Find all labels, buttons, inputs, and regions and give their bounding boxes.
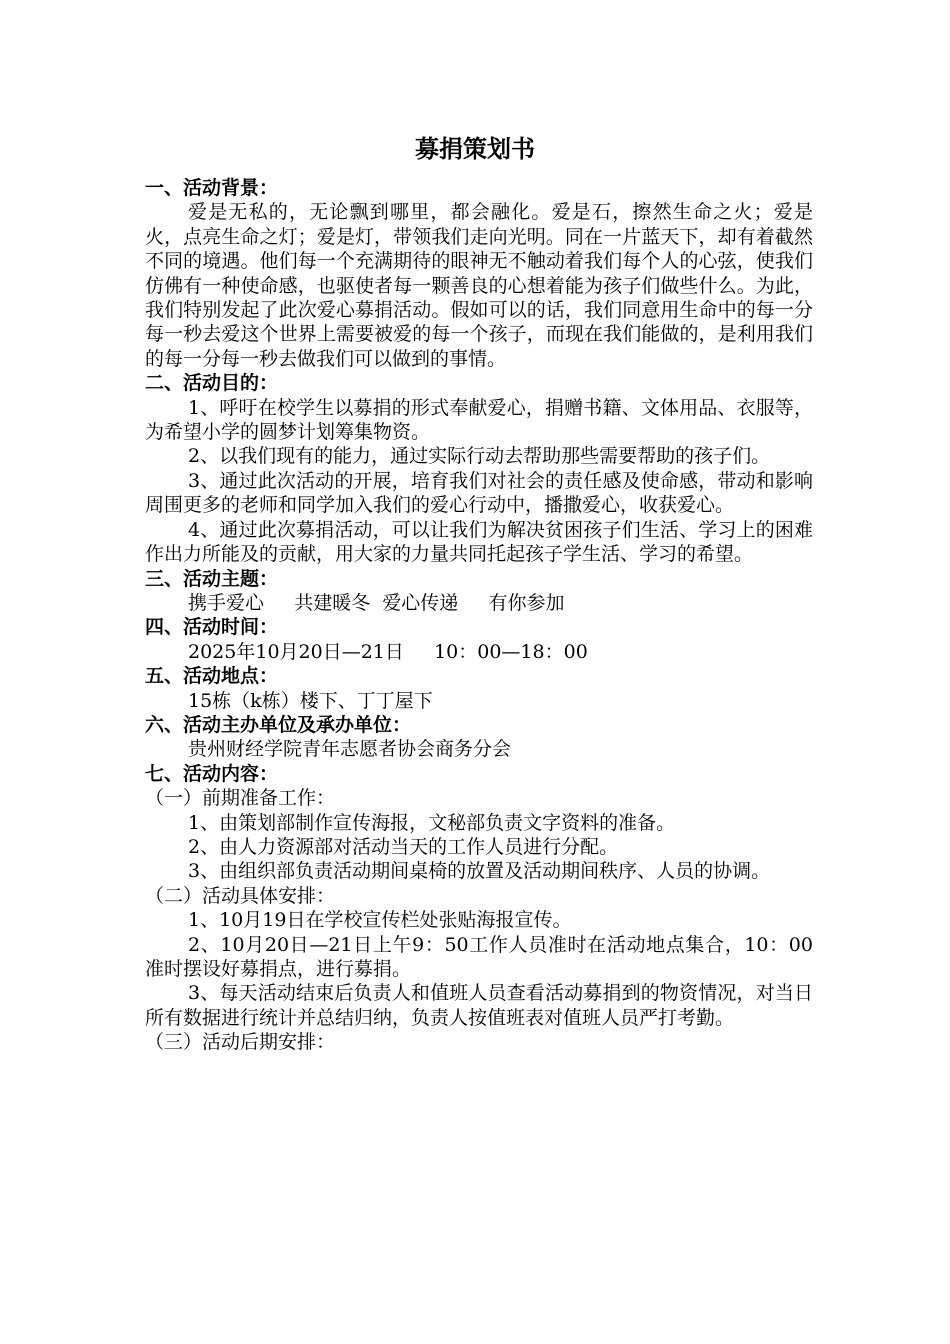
- location-text: 15栋（k栋）楼下、丁丁屋下: [188, 689, 433, 712]
- time-text: 2025年10月20日—21日 10：00—18：00: [188, 640, 588, 663]
- subsection-preparation: （一）前期准备工作：: [145, 787, 336, 810]
- theme-text: 携手爱心 共建暖冬 爱心传递 有你参加: [188, 591, 565, 614]
- section-heading-location: 五、活动地点：: [145, 665, 279, 688]
- section-heading-theme: 三、活动主题：: [145, 567, 279, 590]
- page-title: 募捐策划书: [415, 135, 535, 163]
- document-body: [145, 176, 813, 1055]
- organizer-text: 贵州财经学院青年志愿者协会商务分会: [188, 738, 512, 761]
- section-heading-content: 七、活动内容：: [145, 762, 279, 785]
- section-heading-purpose: 二、活动目的：: [145, 372, 279, 395]
- purpose-item: 1、呼吁在校学生以募捐的形式奉献爱心，捐赠书籍、文体用品、衣服等，为希望小学的圆梦计划筹集物资。: [145, 396, 813, 444]
- purpose-item: 2、以我们现有的能力，通过实际行动去帮助那些需要帮助的孩子们。: [188, 445, 771, 468]
- schedule-item: 1、10月19日在学校宣传栏处张贴海报宣传。: [188, 909, 572, 932]
- purpose-item: 3、通过此次活动的开展，培育我们对社会的责任感及使命感，带动和影响周围更多的老师和同学加入我们的爱心行动中，播撒爱心，收获爱心。: [145, 469, 813, 517]
- schedule-item: 3、每天活动结束后负责人和值班人员查看活动募捐到的物资情况，对当日所有数据进行统计并总结归纳，负责人按值班表对值班人员严打考勤。: [145, 982, 813, 1029]
- subsection-post-activity: （三）活动后期安排：: [145, 1031, 336, 1054]
- background-paragraph: 爱是无私的，无论飘到哪里，都会融化。爱是石，擦然生命之火；爱是火，点亮生命之灯；爱是灯，带领我们走向光明。同在一片蓝天下，却有着截然不同的境遇。他们每一个充满期待的眼神无不触动着我们每个人的心弦，使我们仿佛有一种使命感，也驱使者每一颗善良的心想着能为孩子们做些什么。为此，我们特别发起了此次爱心募捐活动。假如可以的话，我们同意用生命中的每一分每一秒去爱这个世界上需要被爱的每一个孩子，而现在我们能做的，是利用我们的每一分每一秒去做我们可以做到的事情。: [145, 201, 813, 370]
- section-heading-background: 一、活动背景：: [145, 177, 279, 199]
- purpose-item: 4、通过此次募捐活动，可以让我们为解决贫困孩子们生活、学习上的困难作出力所能及的贡献，用大家的力量共同托起孩子学生活、学习的希望。: [145, 518, 813, 566]
- preparation-item: 3、由组织部负责活动期间桌椅的放置及活动期间秩序、人员的协调。: [188, 860, 771, 883]
- preparation-item: 1、由策划部制作宣传海报，文秘部负责文字资料的准备。: [188, 811, 676, 834]
- preparation-item: 2、由人力资源部对活动当天的工作人员进行分配。: [188, 835, 619, 858]
- subsection-schedule: （二）活动具体安排：: [145, 884, 336, 907]
- schedule-item: 2、10月20日—21日上午9：50工作人员准时在活动地点集合，10：00准时摆设好募捐点，进行募捐。: [145, 933, 813, 980]
- section-heading-organizer: 六、活动主办单位及承办单位：: [145, 713, 412, 736]
- section-heading-time: 四、活动时间：: [145, 616, 279, 639]
